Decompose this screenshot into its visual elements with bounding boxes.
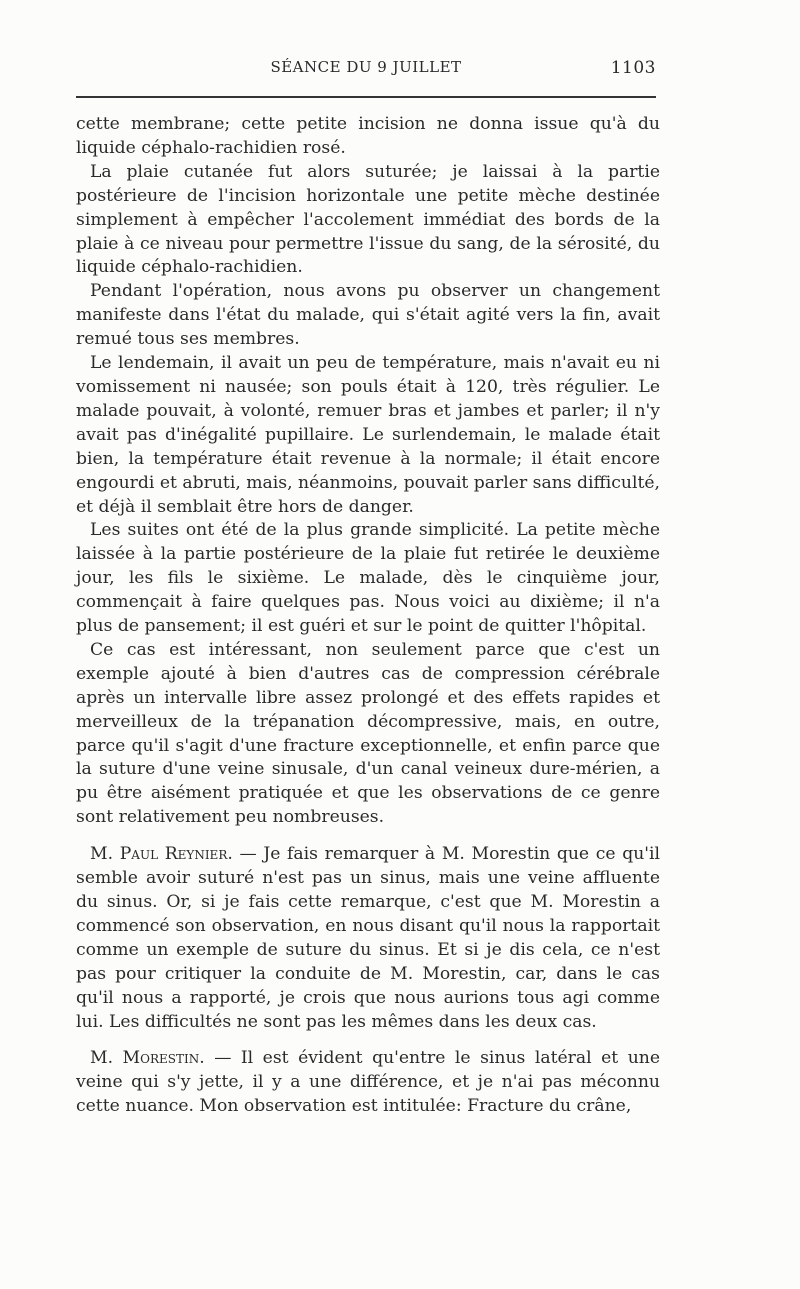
paragraph: cette membrane; cette petite incision ne donna issue qu'à du liquide céphalo-rachidien rosé. bbox=[76, 114, 660, 158]
speech-morestin bbox=[76, 1047, 660, 1119]
speech-text: — Il est évident qu'entre le sinus latéral et une veine qui s'y jette, il y a une différence, et je n'ai pas méconnu cette nuance. Mon observation est intitulée: Fracture du crâne, bbox=[76, 1048, 661, 1117]
header-rule bbox=[76, 96, 656, 98]
page-number: 1103 bbox=[610, 58, 656, 78]
paragraph: La plaie cutanée fut alors suturée; je laissai à la partie postérieure de l'incision horizontale une petite mèche destinée simplement à empêcher l'accolement immédiat des bords de la plaie à ce niveau pour permettre l'issue du sang, de la sérosité, du liquide céphalo-rachidien. bbox=[76, 161, 660, 278]
running-title: SÉANCE DU 9 JUILLET bbox=[270, 58, 462, 76]
paragraph: Les suites ont été de la plus grande simplicité. La petite mèche laissée à la partie postérieure de la plaie fut retirée le deuxième jour, les fils le sixième. Le malade, dès le cinquième jour, commençait à faire quelques pas. Nous voici au dixième; il n'a plus de pansement; il est guéri et sur le point de quitter l'hôpital. bbox=[76, 520, 660, 637]
paragraph: Ce cas est intéressant, non seulement parce que c'est un exemple ajouté à bien d'autres cas de compression cérébrale après un intervalle libre assez prolongé et des effets rapides et merveilleux de la trépanation décompressive, mais, en outre, parce qu'il s'agit d'une fracture exceptionnelle, et enfin parce que la suture d'une veine sinusale, d'un canal veineux dure-mérien, a pu être aisément pratiquée et que les observations de ce genre sont relativement peu nombreuses. bbox=[76, 639, 660, 828]
speaker-name: M. Morestin. bbox=[90, 1048, 205, 1069]
speech-text: — Je fais remarquer à M. Morestin que ce qu'il semble avoir suturé n'est pas un sinus, mais une veine affluente du sinus. Or, si je fais cette remarque, c'est que M. Morestin a commencé son observation, en nous disant qu'il nous la rapportait comme un exemple de suture du sinus. Et si je dis cela, ce n'est pas pour critiquer la conduite de M. Morestin, car, dans le cas qu'il nous a rapporté, je crois que nous aurions tous agi comme lui. Les difficultés ne sont pas les mêmes dans les deux cas. bbox=[76, 844, 660, 1032]
running-header bbox=[76, 58, 656, 82]
speech-reynier bbox=[76, 843, 660, 1034]
paragraph: Le lendemain, il avait un peu de température, mais n'avait eu ni vomissement ni nausée; son pouls était à 120, très régulier. Le malade pouvait, à volonté, remuer bras et jambes et parler; il n'y avait pas d'inégalité pupillaire. Le surlendemain, le malade était bien, la température était revenue à la normale; il était encore engourdi et abruti, mais, néanmoins, pouvait parler sans difficulté, et déjà il semblait être hors de danger. bbox=[76, 353, 660, 517]
page-body bbox=[76, 113, 660, 1119]
paragraph: Pendant l'opération, nous avons pu observer un changement manifeste dans l'état du malade, qui s'était agité vers la fin, avait remué tous ses membres. bbox=[76, 281, 660, 350]
speaker-name: M. Paul Reynier. bbox=[90, 844, 233, 865]
